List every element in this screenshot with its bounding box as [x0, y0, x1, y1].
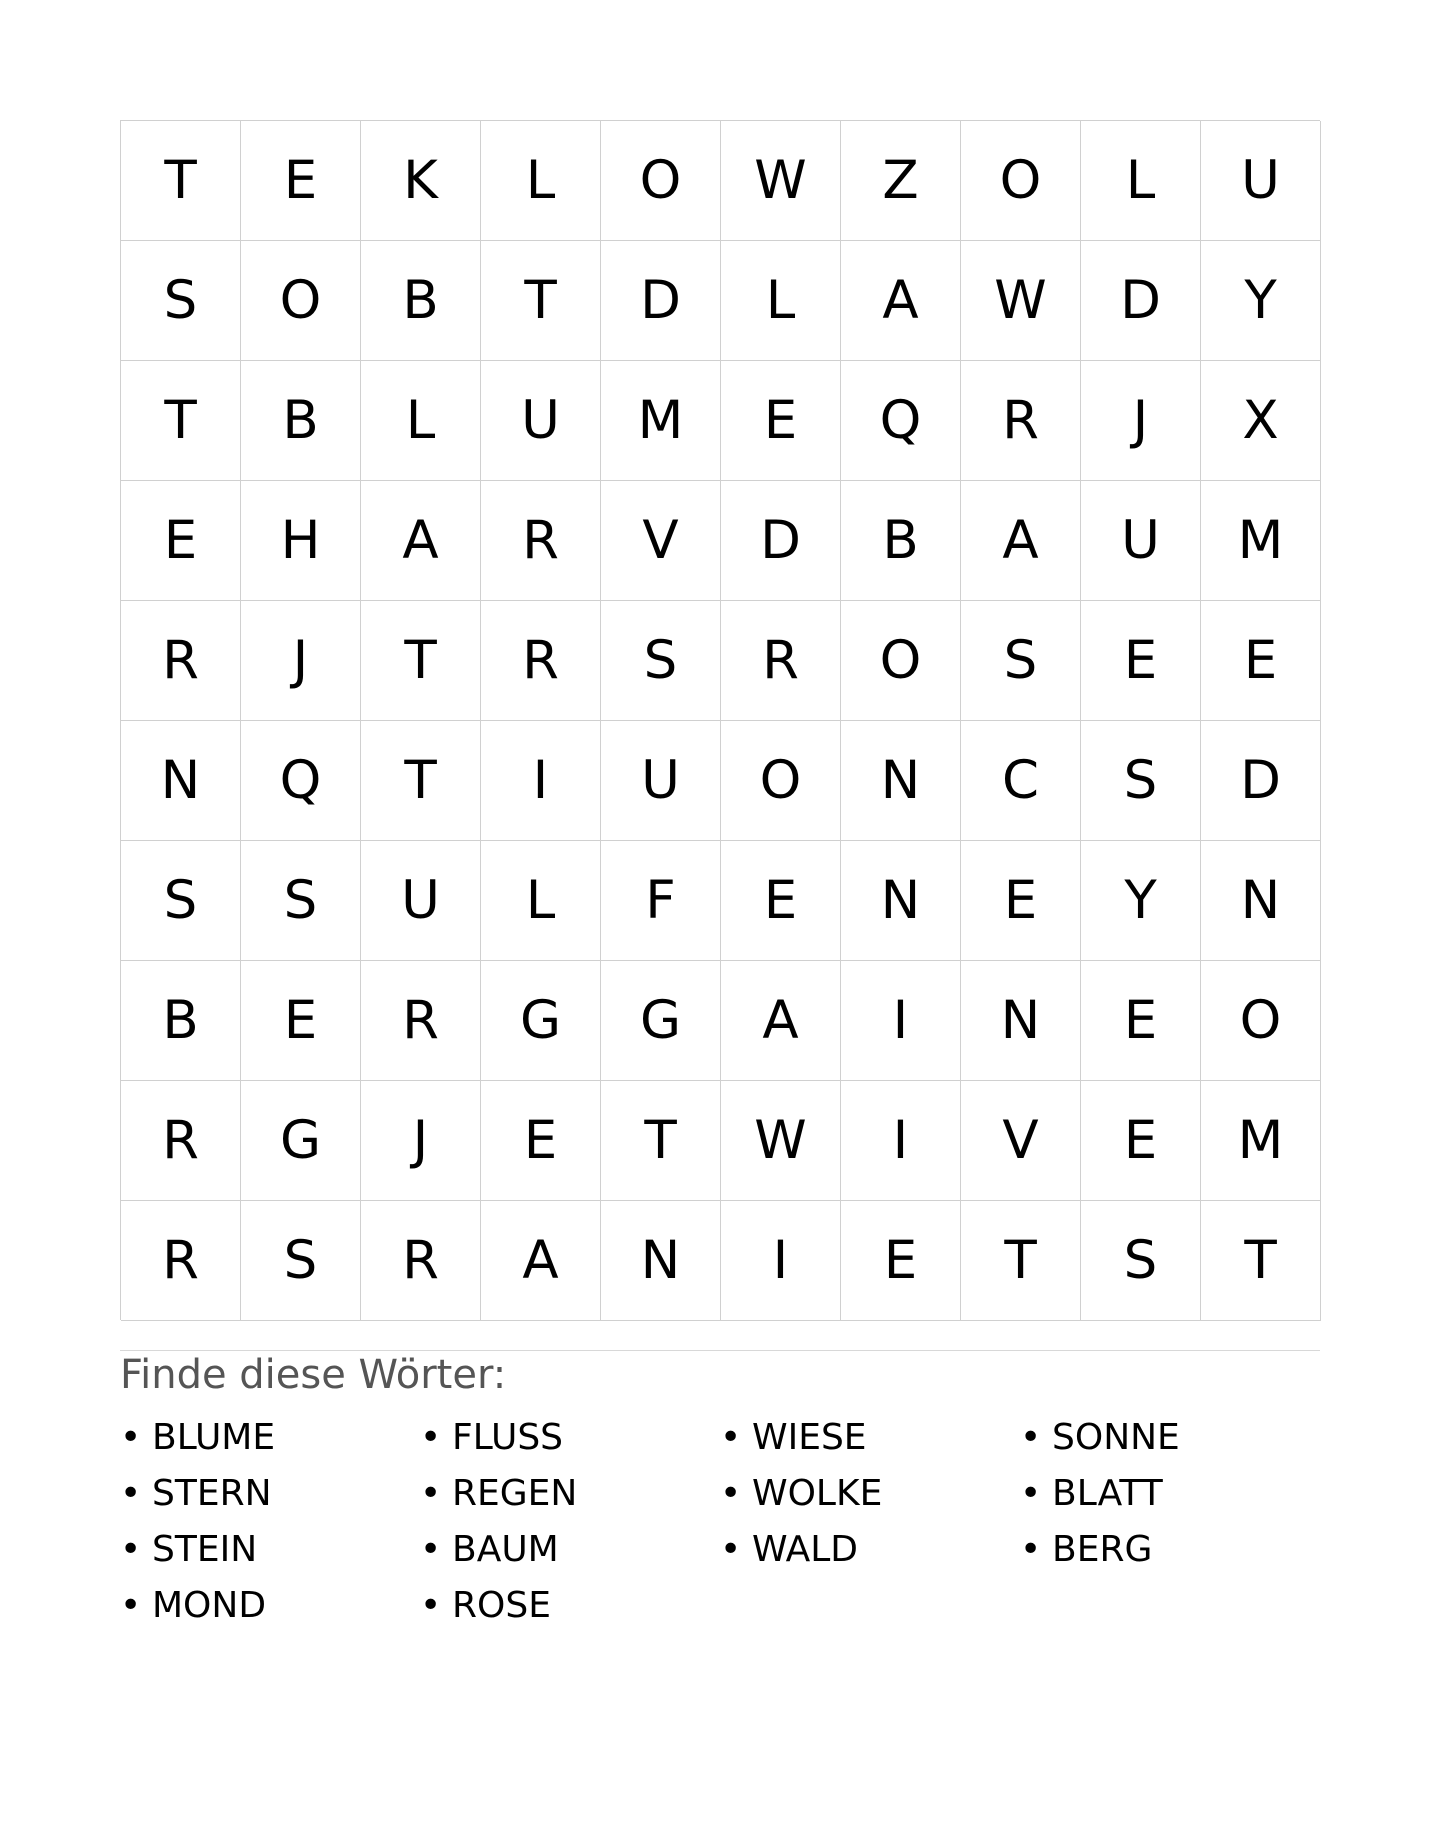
word-list-item	[120, 1522, 420, 1578]
grid-cell[interactable]: I	[721, 1201, 841, 1321]
grid-cell[interactable]: O	[241, 241, 361, 361]
grid-cell[interactable]: Y	[1201, 241, 1321, 361]
grid-cell[interactable]: I	[841, 1081, 961, 1201]
grid-cell[interactable]: F	[601, 841, 721, 961]
word-list-item	[720, 1522, 1020, 1578]
grid-cell[interactable]: O	[601, 121, 721, 241]
bullet: •	[1020, 1417, 1042, 1458]
grid-cell[interactable]: T	[361, 721, 481, 841]
grid-cell[interactable]: E	[241, 121, 361, 241]
grid-cell[interactable]: A	[841, 241, 961, 361]
bullet: •	[420, 1585, 442, 1626]
word-label: WOLKE	[752, 1473, 883, 1514]
grid-cell[interactable]: D	[721, 481, 841, 601]
bullet: •	[1020, 1529, 1042, 1570]
grid-cell[interactable]: O	[961, 121, 1081, 241]
grid-cell[interactable]: U	[1081, 481, 1201, 601]
grid-cell[interactable]: S	[241, 841, 361, 961]
grid-cell[interactable]: A	[481, 1201, 601, 1321]
grid-cell[interactable]: S	[241, 1201, 361, 1321]
grid-cell[interactable]: R	[121, 1081, 241, 1201]
grid-cell[interactable]: D	[1081, 241, 1201, 361]
word-label: BLUME	[152, 1417, 276, 1458]
word-label: WALD	[752, 1529, 859, 1570]
grid-cell[interactable]: O	[841, 601, 961, 721]
word-label: ROSE	[452, 1585, 551, 1626]
grid-cell[interactable]: M	[601, 361, 721, 481]
grid-cell[interactable]: T	[601, 1081, 721, 1201]
grid-cell[interactable]: R	[961, 361, 1081, 481]
grid-cell[interactable]: N	[121, 721, 241, 841]
grid-cell[interactable]: S	[601, 601, 721, 721]
grid-cell[interactable]: E	[481, 1081, 601, 1201]
grid-cell[interactable]: T	[361, 601, 481, 721]
grid-cell[interactable]: T	[121, 361, 241, 481]
grid-cell[interactable]: T	[961, 1201, 1081, 1321]
grid-cell[interactable]: T	[481, 241, 601, 361]
grid-cell[interactable]: N	[961, 961, 1081, 1081]
bullet: •	[720, 1529, 742, 1570]
bullet: •	[120, 1417, 142, 1458]
grid-cell[interactable]: D	[1201, 721, 1321, 841]
grid-cell[interactable]: T	[1201, 1201, 1321, 1321]
grid-cell[interactable]: L	[481, 121, 601, 241]
grid-cell[interactable]: Q	[241, 721, 361, 841]
grid-cell[interactable]: S	[1081, 1201, 1201, 1321]
grid-cell[interactable]: M	[1201, 1081, 1321, 1201]
grid-cell[interactable]: A	[961, 481, 1081, 601]
grid-cell[interactable]: W	[721, 121, 841, 241]
grid-cell[interactable]: R	[361, 961, 481, 1081]
word-label: STEIN	[152, 1529, 258, 1570]
bullet: •	[420, 1473, 442, 1514]
grid-cell[interactable]: B	[361, 241, 481, 361]
word-label: BLATT	[1052, 1473, 1163, 1514]
bullet: •	[420, 1417, 442, 1458]
grid-cell[interactable]: L	[721, 241, 841, 361]
grid-cell[interactable]: B	[841, 481, 961, 601]
grid-cell[interactable]: N	[841, 841, 961, 961]
grid-cell[interactable]: A	[721, 961, 841, 1081]
grid-cell[interactable]: E	[1201, 601, 1321, 721]
bullet: •	[120, 1473, 142, 1514]
grid-cell[interactable]: E	[121, 481, 241, 601]
word-list-item	[1020, 1522, 1320, 1578]
grid-cell[interactable]: J	[241, 601, 361, 721]
grid-cell[interactable]: Z	[841, 121, 961, 241]
word-list-item	[420, 1410, 720, 1466]
grid-cell[interactable]: R	[121, 601, 241, 721]
grid-cell[interactable]: N	[601, 1201, 721, 1321]
word-label: MOND	[152, 1585, 267, 1626]
word-list-item	[420, 1578, 720, 1634]
grid-cell[interactable]: V	[961, 1081, 1081, 1201]
grid-cell[interactable]: T	[121, 121, 241, 241]
word-list-item	[120, 1578, 420, 1634]
grid-cell[interactable]: N	[841, 721, 961, 841]
grid-cell[interactable]: J	[1081, 361, 1201, 481]
grid-cell[interactable]: S	[1081, 721, 1201, 841]
grid-cell[interactable]: D	[601, 241, 721, 361]
word-list-item	[1020, 1466, 1320, 1522]
grid-cell[interactable]: E	[841, 1201, 961, 1321]
grid-cell[interactable]: E	[721, 841, 841, 961]
grid-cell[interactable]: E	[961, 841, 1081, 961]
grid-cell[interactable]: I	[841, 961, 961, 1081]
grid-cell[interactable]: W	[721, 1081, 841, 1201]
bullet: •	[720, 1417, 742, 1458]
bullet: •	[720, 1473, 742, 1514]
word-list-item	[420, 1522, 720, 1578]
word-list-item	[120, 1466, 420, 1522]
grid-cell[interactable]: G	[481, 961, 601, 1081]
bullet: •	[120, 1585, 142, 1626]
grid-cell[interactable]: K	[361, 121, 481, 241]
word-label: BAUM	[452, 1529, 559, 1570]
word-list-item	[120, 1410, 420, 1466]
grid-cell[interactable]: O	[721, 721, 841, 841]
grid-cell[interactable]: J	[361, 1081, 481, 1201]
word-list	[120, 1410, 1320, 1634]
grid-cell[interactable]: Y	[1081, 841, 1201, 961]
grid-cell[interactable]: N	[1201, 841, 1321, 961]
grid-cell[interactable]: S	[121, 841, 241, 961]
grid-cell[interactable]: U	[481, 361, 601, 481]
grid-cell[interactable]: U	[361, 841, 481, 961]
word-label: STERN	[152, 1473, 272, 1514]
grid-cell[interactable]: E	[1081, 601, 1201, 721]
grid-cell[interactable]: Q	[841, 361, 961, 481]
grid-cell[interactable]: L	[481, 841, 601, 961]
grid-cell[interactable]: S	[121, 241, 241, 361]
grid-cell[interactable]: G	[241, 1081, 361, 1201]
grid-cell[interactable]: R	[481, 481, 601, 601]
word-label: WIESE	[752, 1417, 867, 1458]
word-label: BERG	[1052, 1529, 1153, 1570]
word-list-heading: Finde diese Wörter:	[120, 1352, 507, 1398]
grid-cell[interactable]: X	[1201, 361, 1321, 481]
grid-cell[interactable]: C	[961, 721, 1081, 841]
grid-cell[interactable]: E	[1081, 1081, 1201, 1201]
grid-cell[interactable]: G	[601, 961, 721, 1081]
grid-cell[interactable]: R	[481, 601, 601, 721]
grid-cell[interactable]: H	[241, 481, 361, 601]
grid-cell[interactable]: E	[1081, 961, 1201, 1081]
word-list-item	[720, 1466, 1020, 1522]
bullet: •	[120, 1529, 142, 1570]
grid-cell[interactable]: W	[961, 241, 1081, 361]
grid-cell[interactable]: L	[361, 361, 481, 481]
letter-grid	[120, 120, 1320, 1320]
grid-cell[interactable]: I	[481, 721, 601, 841]
bullet: •	[420, 1529, 442, 1570]
word-label: REGEN	[452, 1473, 578, 1514]
grid-cell[interactable]: U	[1201, 121, 1321, 241]
grid-cell[interactable]: L	[1081, 121, 1201, 241]
grid-cell[interactable]: O	[1201, 961, 1321, 1081]
grid-cell[interactable]: V	[601, 481, 721, 601]
grid-cell[interactable]: E	[241, 961, 361, 1081]
word-label: SONNE	[1052, 1417, 1180, 1458]
bullet: •	[1020, 1473, 1042, 1514]
grid-cell[interactable]: B	[241, 361, 361, 481]
grid-cell[interactable]: E	[721, 361, 841, 481]
grid-cell[interactable]: R	[721, 601, 841, 721]
word-list-item	[1020, 1410, 1320, 1466]
word-list-item	[720, 1410, 1020, 1466]
grid-cell[interactable]: A	[361, 481, 481, 601]
grid-cell[interactable]: S	[961, 601, 1081, 721]
grid-cell[interactable]: M	[1201, 481, 1321, 601]
grid-cell[interactable]: R	[361, 1201, 481, 1321]
grid-cell[interactable]: R	[121, 1201, 241, 1321]
grid-cell[interactable]: B	[121, 961, 241, 1081]
grid-cell[interactable]: U	[601, 721, 721, 841]
word-label: FLUSS	[452, 1417, 564, 1458]
word-list-item	[420, 1466, 720, 1522]
